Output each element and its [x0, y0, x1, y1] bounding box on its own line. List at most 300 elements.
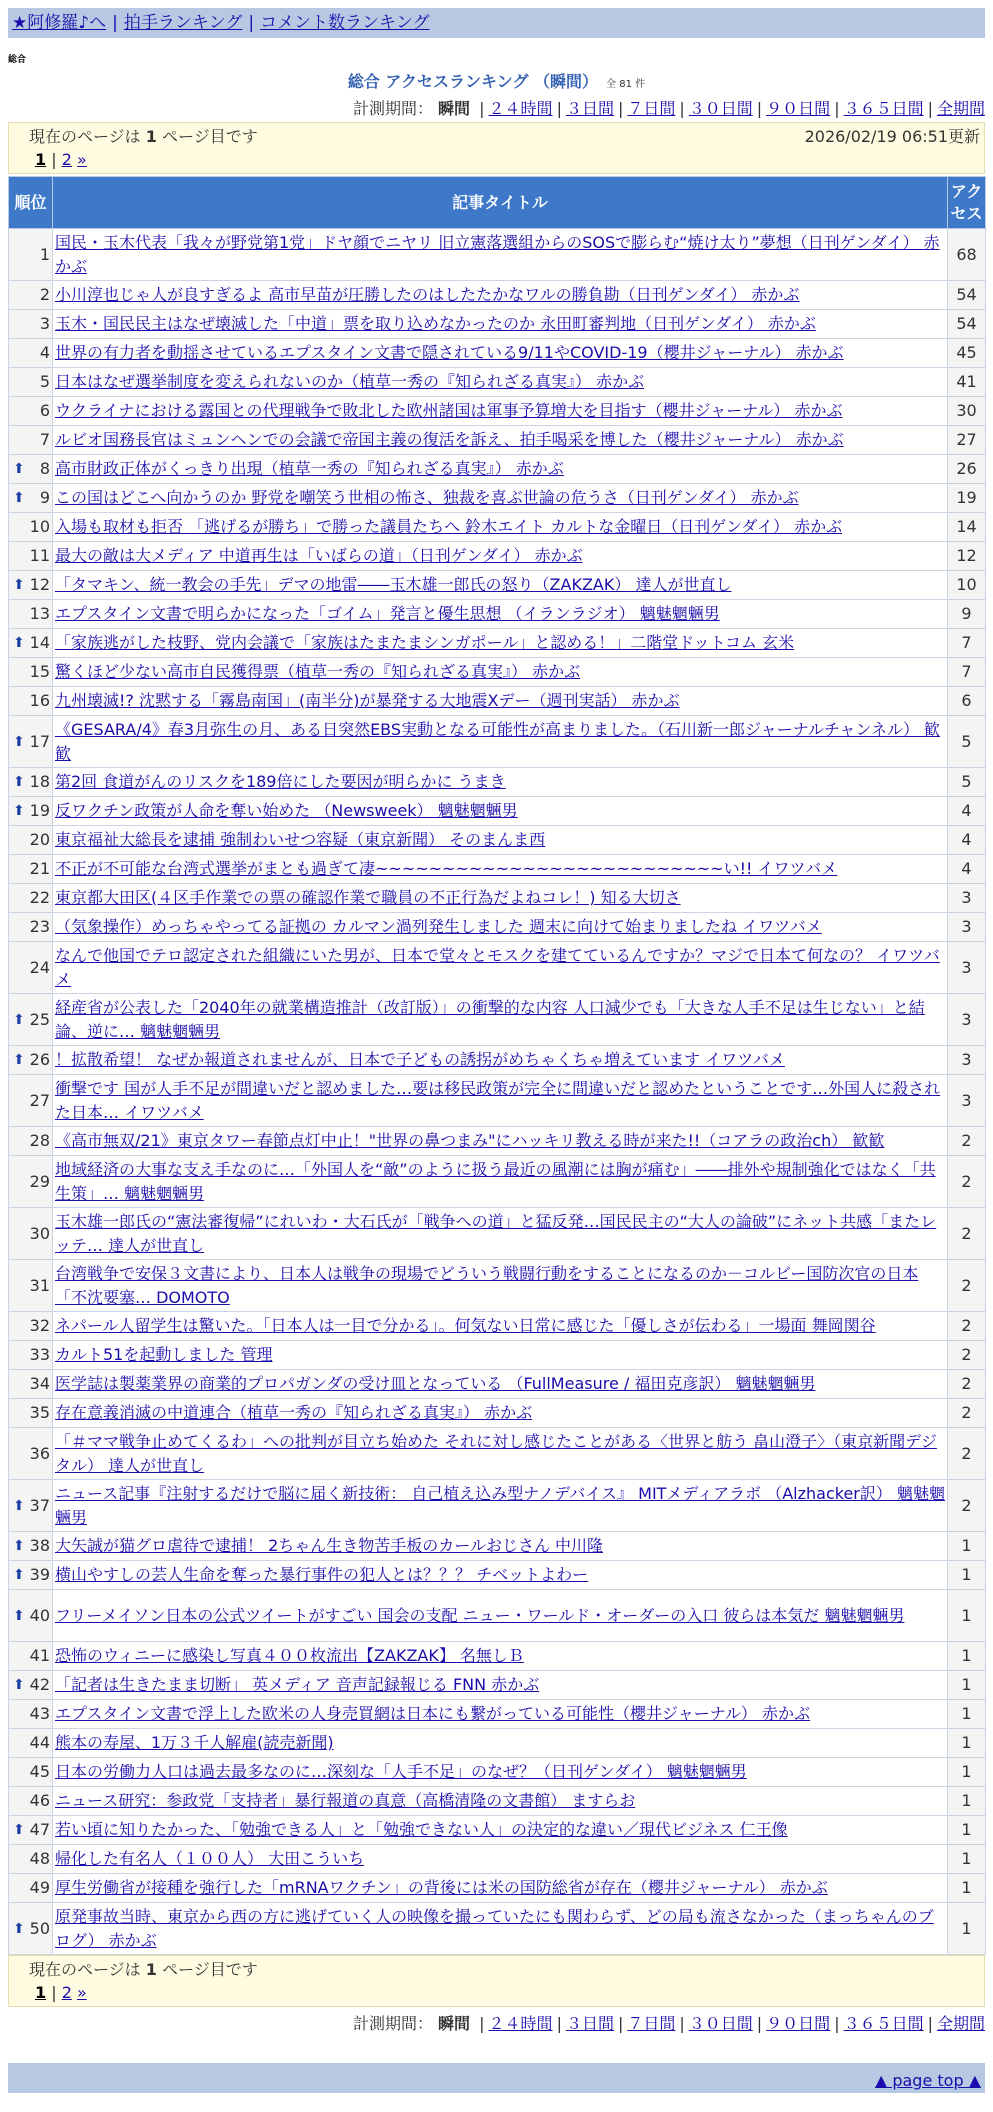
rank-number: 43 [29, 1704, 50, 1723]
access-count: 1 [948, 1700, 986, 1729]
access-count: 3 [948, 1075, 986, 1127]
title-cell [53, 913, 948, 942]
rank-cell [9, 1127, 53, 1156]
table-row [9, 455, 986, 484]
table-row [9, 397, 986, 426]
rank-number: 35 [29, 1403, 50, 1422]
next-page-link[interactable]: » [77, 150, 87, 169]
table-row [9, 687, 986, 716]
article-link[interactable]: 存在意義消滅の中道連合（植草一秀の『知られざる真実』） 赤かぶ [55, 1403, 533, 1422]
rank-cell [9, 1075, 53, 1127]
comment-ranking-link[interactable]: コメント数ランキング [260, 13, 430, 33]
title-cell [53, 629, 948, 658]
article-link[interactable]: 玉木・国民民主はなぜ壊滅した「中道」票を取り込めなかったのか 永田町審判地（日刊ゲンダイ） 赤かぶ [55, 314, 816, 333]
article-link[interactable]: ネパール人留学生は驚いた。「日本人は一目で分かる」。何気ない日常に感じた「優しさが伝わる」一場面 舞岡関谷 [55, 1316, 876, 1335]
access-count: 14 [948, 513, 986, 542]
rank-number: 8 [39, 459, 50, 478]
article-link[interactable]: 原発事故当時、東京から西の方に逃げていく人の映像を撮っていたにも関わらず、どの局も流さなかった（まっちゃんのブログ） 赤かぶ [55, 1906, 934, 1950]
access-count: 1 [948, 1532, 986, 1561]
page-top-link[interactable]: ▲ page top ▲ [874, 2071, 981, 2090]
page-title [0, 70, 993, 94]
table-row [9, 1480, 986, 1532]
rank-number: 22 [29, 888, 50, 907]
article-link[interactable]: 「タマキン、統一教会の手先」デマの地雷――玉木雄一郎氏の怒り（ZAKZAK） 達人が世直し [55, 575, 732, 594]
next-page-link[interactable]: » [77, 1983, 87, 2002]
access-count: 4 [948, 826, 986, 855]
access-count: 12 [948, 542, 986, 571]
table-row [9, 1075, 986, 1127]
article-link[interactable]: 不正が不可能な台湾式選挙がまとも過ぎて凄~~~~~~~~~~~~~~~~~~~~~~~~~~い!! イワツバメ [55, 859, 838, 878]
title-cell [53, 1156, 948, 1208]
period-selector-bottom [8, 2011, 985, 2037]
rank-cell [9, 1590, 53, 1642]
article-link[interactable]: 台湾戦争で安保３文書により、日本人は戦争の現場でどういう戦闘行動をすることになるのか－コルビー国防次官の日本「不沈要塞… DOMOTO [55, 1263, 919, 1307]
article-link[interactable]: 帰化した有名人（１００人） 大田こういち [55, 1849, 365, 1868]
up-arrow-icon: ⬆ [13, 1607, 25, 1624]
article-link[interactable]: この国はどこへ向かうのか 野党を嘲笑う世相の怖さ、独裁を喜ぶ世論の危うさ（日刊ゲンダイ） 赤かぶ [55, 488, 799, 507]
access-count: 41 [948, 368, 986, 397]
table-row [9, 768, 986, 797]
pager [17, 149, 976, 171]
page-1-current: 1 [35, 150, 47, 169]
rank-number: 25 [29, 1009, 50, 1029]
access-count: 3 [948, 942, 986, 994]
table-row [9, 600, 986, 629]
page-text-pre: 現在のページは [29, 127, 146, 146]
rank-cell [9, 1399, 53, 1428]
access-count: 2 [948, 1260, 986, 1312]
rank-cell [9, 1845, 53, 1874]
updated-timestamp: 2026/02/19 06:51更新 [804, 127, 980, 146]
rank-cell [9, 310, 53, 339]
current-page-number: 1 [145, 127, 157, 146]
table-row [9, 1208, 986, 1260]
title-cell [53, 1874, 948, 1903]
rank-number: 30 [29, 1223, 50, 1243]
access-count: 54 [948, 310, 986, 339]
title-cell [53, 687, 948, 716]
paging-box-bottom [8, 1955, 985, 2007]
rank-cell [9, 1816, 53, 1845]
article-link[interactable]: ウクライナにおける露国との代理戦争で敗北した欧州諸国は軍事予算増大を目指す（櫻井ジャーナル） 赤かぶ [55, 401, 843, 420]
rank-cell [9, 1480, 53, 1532]
access-count: 4 [948, 855, 986, 884]
title-cell [53, 1787, 948, 1816]
table-row [9, 855, 986, 884]
period-option-link[interactable]: ２４時間 [488, 2014, 553, 2033]
rank-cell [9, 629, 53, 658]
period-separator: | [927, 2014, 933, 2033]
rank-cell [9, 1700, 53, 1729]
rank-number: 13 [29, 604, 50, 623]
article-link[interactable]: （気象操作）めっちゃやってる証拠の カルマン渦列発生しました 週末に向けて始まりましたね イワツバメ [55, 917, 822, 936]
article-link[interactable]: 日本の労働力人口は過去最多なのに…深刻な「人手不足」のなぜ？（日刊ゲンダイ） 魑魅魍魎男 [55, 1762, 747, 1781]
article-link[interactable]: エプスタイン文書で浮上した欧米の人身売買網は日本にも繋がっている可能性（櫻井ジャーナル） 赤かぶ [55, 1704, 811, 1723]
rank-number: 11 [29, 546, 50, 565]
table-row [9, 797, 986, 826]
rank-number: 27 [29, 1090, 50, 1110]
rank-cell [9, 994, 53, 1046]
article-link[interactable]: 九州壊滅!? 沈黙する「霧島南国」(南半分)が暴発する大地震Xデー（週刊実話） 赤かぶ [55, 691, 680, 710]
up-arrow-icon: ⬆ [13, 577, 25, 593]
page-text-pre: 現在のページは [29, 1960, 146, 1979]
rank-cell [9, 339, 53, 368]
rank-cell [9, 1370, 53, 1399]
article-link[interactable]: 「＃ママ戦争止めてくるわ」への批判が目立ち始めた それに対し感じたことがある〈世界と舫う 畠山澄子〉（東京新聞デジタル） 達人が世直し [55, 1431, 937, 1475]
rank-number: 10 [29, 517, 50, 536]
article-link[interactable]: 高市財政正体がくっきり出現（植草一秀の『知られざる真実』） 赤かぶ [55, 459, 564, 478]
access-count: 1 [948, 1845, 986, 1874]
rank-number: 2 [39, 285, 50, 304]
rank-cell [9, 1260, 53, 1312]
access-count: 3 [948, 884, 986, 913]
title-cell [53, 513, 948, 542]
title-cell [53, 1758, 948, 1787]
access-count: 27 [948, 426, 986, 455]
table-row [9, 368, 986, 397]
title-cell [53, 768, 948, 797]
rank-cell [9, 455, 53, 484]
period-separator: | [556, 2014, 562, 2033]
title-cell [53, 942, 948, 994]
rank-number: 26 [29, 1050, 50, 1069]
access-count: 5 [948, 716, 986, 768]
table-row [9, 571, 986, 600]
article-link[interactable]: 東京都大田区(４区手作業での票の確認作業で職員の不正行為だよねコレ！) 知る大切さ [55, 888, 681, 907]
title-cell [53, 1208, 948, 1260]
access-count: 1 [948, 1874, 986, 1903]
col-title-header: 記事タイトル [53, 177, 948, 229]
rank-number: 16 [29, 691, 50, 710]
rank-cell [9, 884, 53, 913]
title-cell [53, 397, 948, 426]
article-link[interactable]: 東京福祉大総長を逮捕 強制わいせつ容疑（東京新聞） そのまんま西 [55, 830, 546, 849]
article-link[interactable]: ！拡散希望！ なぜか報道されませんが、日本で子どもの誘拐がめちゃくちゃ増えています イワツバメ [55, 1050, 785, 1069]
period-option-link[interactable]: ３０日間 [688, 2014, 753, 2033]
table-row [9, 716, 986, 768]
page-2-link[interactable]: 2 [61, 1983, 72, 2002]
article-link[interactable]: 熊本の寿屋、1万３千人解雇(読売新聞) [55, 1733, 334, 1752]
title-cell [53, 1075, 948, 1127]
table-row [9, 629, 986, 658]
period-separator: | [617, 2014, 624, 2033]
page-1-current: 1 [35, 1983, 47, 2002]
article-link[interactable]: エプスタイン文書で明らかになった「ゴイム」発言と優生思想 （イランラジオ） 魑魅魍魎男 [55, 604, 720, 623]
article-link[interactable]: 若い頃に知りたかった、「勉強できる人」と「勉強できない人」の決定的な違い／現代ビジネス 仁王像 [55, 1820, 788, 1839]
rank-number: 41 [29, 1646, 50, 1665]
up-arrow-icon: ⬆ [13, 1011, 25, 1028]
table-row [9, 994, 986, 1046]
rank-cell [9, 1046, 53, 1075]
article-link[interactable]: 世界の有力者を動揺させているエプスタイン文書で隠されている9/11やCOVID-19（櫻井ジャーナル） 赤かぶ [55, 343, 844, 362]
period-separator: | [679, 99, 685, 118]
table-row [9, 1399, 986, 1428]
rank-cell [9, 368, 53, 397]
article-link[interactable]: 驚くほど少ない高市自民獲得票（植草一秀の『知られざる真実』） 赤かぶ [55, 662, 581, 681]
title-cell [53, 1590, 948, 1642]
category-label: 総合 [8, 55, 27, 65]
table-row [9, 884, 986, 913]
access-count: 10 [948, 571, 986, 600]
up-arrow-icon: ⬆ [13, 1052, 25, 1068]
rank-number: 21 [29, 859, 50, 878]
rank-cell [9, 1312, 53, 1341]
rank-number: 34 [29, 1374, 50, 1393]
article-link[interactable]: 衝撃です 国が人手不足が間違いだと認めました…要は移民政策が完全に間違いだと認めたということです…外国人に殺された日本… イワツバメ [55, 1078, 941, 1122]
access-count: 30 [948, 397, 986, 426]
rank-cell [9, 1671, 53, 1700]
access-count: 1 [948, 1729, 986, 1758]
title-cell [53, 229, 948, 281]
table-row [9, 1156, 986, 1208]
title-cell [53, 1399, 948, 1428]
table-row [9, 1758, 986, 1787]
rank-cell [9, 797, 53, 826]
period-label: 計測期間： [352, 2014, 433, 2033]
access-count: 1 [948, 1671, 986, 1700]
article-link[interactable]: 厚生労働省が接種を強行した「mRNAワクチン」の背後には米の国防総省が存在（櫻井ジャーナル） 赤かぶ [55, 1878, 828, 1897]
up-arrow-icon: ⬆ [13, 1822, 25, 1838]
article-link[interactable]: 《GESARA/4》春3月弥生の月、ある日突然EBS実動となる可能性が高まりました。（石川新一郎ジャーナルチャンネル） 歓歓 [55, 719, 941, 763]
period-option-link[interactable]: ９０日間 [766, 99, 831, 118]
access-count: 54 [948, 281, 986, 310]
period-option-link[interactable]: 全期間 [936, 2014, 985, 2033]
title-cell [53, 658, 948, 687]
period-option-link[interactable]: ２４時間 [488, 99, 553, 118]
page-2-link[interactable]: 2 [61, 150, 72, 169]
article-link[interactable]: 「記者は生きたまま切断」 英メディア 音声記録報じる FNN 赤かぶ [55, 1675, 540, 1694]
article-link[interactable]: 《高市無双/21》東京タワー春節点灯中止！"世界の鼻つまみ"にハッキリ教える時が来た!!（コアラの政治ch） 歓歓 [55, 1131, 885, 1150]
access-count: 2 [948, 1127, 986, 1156]
period-option-link[interactable]: ３０日間 [688, 99, 753, 118]
access-count: 2 [948, 1156, 986, 1208]
title-cell [53, 1312, 948, 1341]
rank-cell [9, 1532, 53, 1561]
rank-cell [9, 942, 53, 994]
rank-cell [9, 687, 53, 716]
access-count: 9 [948, 600, 986, 629]
table-row [9, 1046, 986, 1075]
table-row [9, 1428, 986, 1480]
rank-number: 33 [29, 1345, 50, 1364]
rank-number: 47 [29, 1820, 50, 1839]
period-option-link[interactable]: ７日間 [627, 2014, 676, 2033]
clap-ranking-link[interactable]: 拍手ランキング [123, 13, 243, 33]
rank-number: 28 [29, 1131, 50, 1150]
title-cell [53, 797, 948, 826]
article-link[interactable]: 地域経済の大事な支え手なのに…「外国人を“敵”のように扱う最近の風潮には胸が痛む」――排外や規制強化ではなく「共生策」… 魑魅魍魎男 [55, 1159, 936, 1203]
table-row [9, 1532, 986, 1561]
rank-number: 12 [29, 575, 50, 594]
article-link[interactable]: 国民・玉木代表「我々が野党第1党」ドヤ顔でニヤリ 旧立憲落選組からのSOSで膨らむ“焼け太り”夢想（日刊ゲンダイ） 赤かぶ [55, 232, 940, 276]
title-cell [53, 884, 948, 913]
table-row [9, 1642, 986, 1671]
title-cell [53, 1532, 948, 1561]
table-row [9, 310, 986, 339]
rank-number: 49 [29, 1878, 50, 1897]
rank-number: 39 [29, 1565, 50, 1584]
access-count: 3 [948, 913, 986, 942]
rank-cell [9, 542, 53, 571]
rank-number: 7 [39, 430, 50, 449]
nav-separator: | [248, 13, 255, 33]
period-option-link[interactable]: ３日間 [565, 2014, 614, 2033]
article-link[interactable]: ニュース記事『注射するだけで脳に届く新技術： 自己植え込み型ナノデバイス』 MITメディアラボ （Alzhacker訳） 魑魅魍魎男 [55, 1483, 945, 1527]
table-row [9, 1561, 986, 1590]
rank-cell [9, 826, 53, 855]
period-option-link[interactable]: ３６５日間 [843, 99, 924, 118]
footer-bar [8, 2063, 985, 2093]
title-cell [53, 1561, 948, 1590]
access-count: 2 [948, 1480, 986, 1532]
rank-cell [9, 768, 53, 797]
pager-separator: | [51, 1983, 57, 2002]
rank-cell [9, 571, 53, 600]
period-separator: | [927, 99, 933, 118]
rank-cell [9, 1341, 53, 1370]
access-count: 1 [948, 1590, 986, 1642]
rank-number: 20 [29, 830, 50, 849]
article-link[interactable]: 医学誌は製薬業界の商業的プロパガンダの受け皿となっている （FullMeasure / 福田克彦訳） 魑魅魍魎男 [55, 1374, 816, 1393]
article-link[interactable]: 反ワクチン政策が人命を奪い始めた （Newsweek） 魑魅魍魎男 [55, 801, 518, 820]
article-link[interactable]: ニュース研究：参政党「支持者」暴行報道の真意（高橋清隆の文書館） ますらお [55, 1791, 636, 1810]
rank-number: 37 [29, 1495, 50, 1515]
title-cell [53, 1370, 948, 1399]
article-link[interactable]: 入場も取材も拒否 「逃げるが勝ち」で勝った議員たちへ 鈴木エイト カルトな金曜日（日刊ゲンダイ） 赤かぶ [55, 517, 843, 536]
table-row [9, 1700, 986, 1729]
table-row [9, 1370, 986, 1399]
table-row [9, 826, 986, 855]
rank-number: 17 [29, 731, 50, 751]
article-link[interactable]: 小川淳也じゃ人が良すぎるよ 高市早苗が圧勝したのはしたたかなワルの勝負勘（日刊ゲンダイ） 赤かぶ [55, 285, 800, 304]
title-cell [53, 1729, 948, 1758]
article-link[interactable]: 大矢誠が猫グロ虐待で逮捕！ 2ちゃん生き物苦手板のカールおじさん 中川隆 [55, 1536, 604, 1555]
title-cell [53, 1428, 948, 1480]
table-row [9, 942, 986, 994]
table-row [9, 1816, 986, 1845]
table-row [9, 1127, 986, 1156]
rank-number: 46 [29, 1791, 50, 1810]
title-cell [53, 1260, 948, 1312]
rank-number: 18 [29, 772, 50, 791]
page-text-post: ページ目です [156, 127, 258, 146]
up-arrow-icon: ⬆ [13, 1538, 25, 1554]
article-link[interactable]: 経産省が公表した「2040年の就業構造推計（改訂版）」の衝撃的な内容 人口減少でも「大きな人手不足は生じない」と結論、逆に… 魑魅魍魎男 [55, 997, 925, 1041]
period-separator: | [556, 99, 562, 118]
access-count: 1 [948, 1642, 986, 1671]
article-link[interactable]: 「家族逃がした枝野、党内会議で「家族はたまたまシンガポール」と認める！」二階堂ドットコム 玄米 [55, 633, 795, 652]
article-link[interactable]: 玉木雄一郎氏の“憲法審復帰”にれいわ・大石氏が「戦争への道」と猛反発…国民民主の“大人の論破”にネット共感「またレッテ… 達人が世直し [55, 1211, 937, 1255]
title-cell [53, 571, 948, 600]
rank-number: 5 [39, 372, 50, 391]
article-link[interactable]: 日本はなぜ選挙制度を変えられないのか（植草一秀の『知られざる真実』） 赤かぶ [55, 372, 645, 391]
up-arrow-icon: ⬆ [13, 635, 25, 651]
access-count: 2 [948, 1370, 986, 1399]
access-count: 7 [948, 629, 986, 658]
rank-number: 9 [39, 488, 50, 507]
rank-cell [9, 1642, 53, 1671]
rank-cell [9, 426, 53, 455]
access-count: 68 [948, 229, 986, 281]
period-separator: | [479, 99, 485, 118]
table-row [9, 658, 986, 687]
article-link[interactable]: ルビオ国務長官はミュンヘンでの会議で帝国主義の復活を訴え、拍手喝采を博した（櫻井ジャーナル） 赤かぶ [55, 430, 844, 449]
title-cell [53, 716, 948, 768]
title-cell [53, 994, 948, 1046]
table-row [9, 1903, 986, 1955]
period-separator: | [834, 99, 840, 118]
period-option-link[interactable]: 全期間 [936, 99, 985, 118]
access-count: 1 [948, 1816, 986, 1845]
title-cell [53, 484, 948, 513]
rank-number: 19 [29, 801, 50, 820]
up-arrow-icon: ⬆ [13, 1677, 25, 1693]
title-cell [53, 310, 948, 339]
article-link[interactable]: 横山やすしの芸人生命を奪った暴行事件の犯人とは？？？ チベットよわー [55, 1565, 589, 1584]
period-separator: | [756, 2014, 763, 2033]
rank-cell [9, 1156, 53, 1208]
period-separator: | [679, 2014, 685, 2033]
nav-separator: | [112, 13, 118, 33]
title-cell [53, 426, 948, 455]
rank-number: 40 [29, 1605, 50, 1625]
period-option-link[interactable]: ９０日間 [766, 2014, 831, 2033]
page-title-text: 総合 アクセスランキング （瞬間） [347, 72, 599, 91]
article-link[interactable]: 第2回 食道がんのリスクを189倍にした要因が明らかに うまき [55, 772, 506, 791]
title-cell [53, 1700, 948, 1729]
table-row [9, 1874, 986, 1903]
rank-number: 32 [29, 1316, 50, 1335]
rank-cell [9, 1428, 53, 1480]
table-row [9, 913, 986, 942]
rank-cell [9, 913, 53, 942]
article-link[interactable]: カルト51を起動しました 管理 [55, 1345, 273, 1364]
period-option-link[interactable]: ３６５日間 [843, 2014, 924, 2033]
up-arrow-icon: ⬆ [13, 461, 25, 477]
article-link[interactable]: なんで他国でテロ認定された組織にいた男が、日本で堂々とモスクを建てているんですか？マジで日本て何なの？ イワツバメ [55, 945, 940, 989]
period-option-link[interactable]: ７日間 [627, 99, 676, 118]
pager-separator: | [51, 150, 57, 169]
article-link[interactable]: 最大の敵は大メディア 中道再生は「いばらの道」（日刊ゲンダイ） 赤かぶ [55, 546, 583, 565]
table-row [9, 281, 986, 310]
article-link[interactable]: フリーメイソン日本の公式ツイートがすごい 国会の支配 ニュー・ワールド・オーダーの入口 彼らは本気だ 魑魅魍魎男 [55, 1605, 905, 1625]
rank-cell [9, 1729, 53, 1758]
col-rank-header: 順位 [9, 177, 53, 229]
table-row [9, 1590, 986, 1642]
rank-number: 14 [29, 633, 50, 652]
table-row [9, 542, 986, 571]
title-cell [53, 855, 948, 884]
period-option-link[interactable]: ３日間 [565, 99, 614, 118]
table-row [9, 229, 986, 281]
up-arrow-icon: ⬆ [13, 774, 25, 790]
up-arrow-icon: ⬆ [13, 1567, 25, 1583]
rank-cell [9, 1874, 53, 1903]
title-cell [53, 1642, 948, 1671]
access-count: 3 [948, 994, 986, 1046]
access-count: 4 [948, 797, 986, 826]
pager [17, 1982, 976, 2004]
rank-number: 15 [29, 662, 50, 681]
up-arrow-icon: ⬆ [13, 1497, 25, 1514]
rank-number: 45 [29, 1762, 50, 1781]
table-row [9, 1260, 986, 1312]
home-link[interactable]: ★阿修羅♪へ [12, 13, 107, 33]
access-count: 45 [948, 339, 986, 368]
article-link[interactable]: 恐怖のウィニーに感染し写真４００枚流出【ZAKZAK】 名無しＢ [55, 1646, 524, 1665]
rank-cell [9, 1561, 53, 1590]
rank-cell [9, 855, 53, 884]
